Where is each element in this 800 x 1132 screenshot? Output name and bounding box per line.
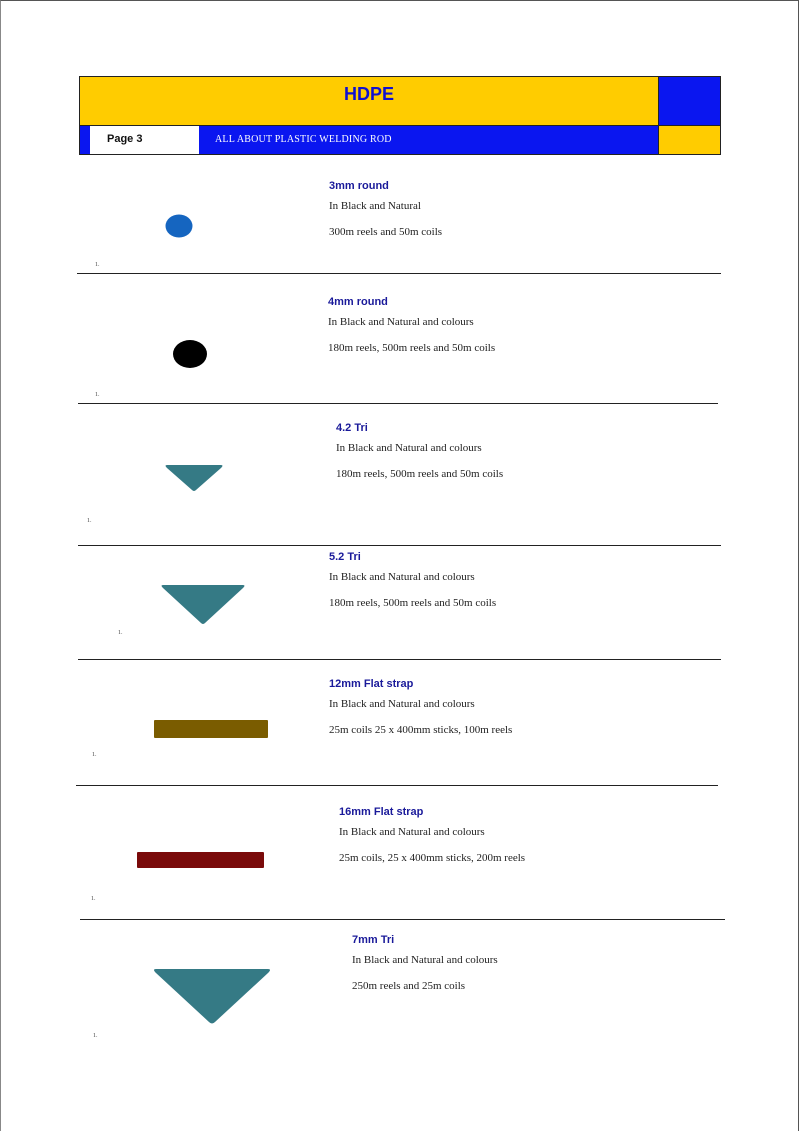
list-marker: 1.	[95, 392, 100, 398]
item-availability: In Black and Natural and colours	[339, 826, 485, 838]
list-marker: 1.	[95, 262, 100, 268]
rod-profile-7mm-tri-icon	[150, 967, 274, 1027]
separator-line	[80, 919, 725, 920]
header-subtitle-bar	[79, 125, 659, 155]
rod-profile-12mm-flat-strap-icon	[154, 720, 268, 738]
rod-profile-4-2-tri-icon	[163, 463, 225, 495]
list-marker: 1.	[92, 752, 97, 758]
item-title: 4mm round	[328, 296, 388, 308]
header-title-banner	[79, 76, 659, 126]
list-marker: 1.	[87, 518, 92, 524]
list-marker: 1.	[93, 1033, 98, 1039]
item-packaging: 180m reels, 500m reels and 50m coils	[336, 468, 504, 480]
list-marker: 1.	[118, 630, 123, 636]
header-blue-square	[658, 76, 721, 126]
document-subtitle: ALL ABOUT PLASTIC WELDING ROD	[215, 134, 392, 145]
item-packaging: 300m reels and 50m coils	[329, 226, 443, 238]
item-availability: In Black and Natural and colours	[328, 316, 474, 328]
document-title: HDPE	[343, 84, 394, 104]
item-packaging: 25m coils, 25 x 400mm sticks, 200m reels	[339, 852, 526, 864]
separator-line	[78, 659, 721, 660]
item-packaging: 25m coils 25 x 400mm sticks, 100m reels	[329, 724, 513, 736]
rod-profile-4mm-round-icon	[170, 338, 210, 370]
item-title: 7mm Tri	[352, 934, 395, 946]
rod-profile-16mm-flat-strap-icon	[137, 852, 264, 868]
item-availability: In Black and Natural and colours	[329, 571, 475, 583]
item-availability: In Black and Natural and colours	[352, 954, 498, 966]
item-availability: In Black and Natural and colours	[329, 698, 475, 710]
separator-line	[77, 273, 721, 274]
item-availability: In Black and Natural and colours	[336, 442, 482, 454]
item-availability: In Black and Natural	[329, 200, 421, 212]
page-label-box	[90, 126, 199, 154]
rod-profile-5-2-tri-icon	[158, 583, 248, 628]
page-number: Page 3	[107, 133, 143, 145]
separator-line	[78, 403, 718, 404]
item-title: 4.2 Tri	[336, 422, 368, 434]
item-title: 12mm Flat strap	[329, 678, 414, 690]
item-title: 5.2 Tri	[329, 551, 361, 563]
item-packaging: 180m reels, 500m reels and 50m coils	[328, 342, 496, 354]
separator-line	[78, 545, 721, 546]
list-marker: 1.	[91, 896, 96, 902]
item-title: 3mm round	[329, 180, 389, 192]
header-yellow-square	[658, 125, 721, 155]
item-title: 16mm Flat strap	[339, 806, 424, 818]
rod-profile-3mm-round-icon	[163, 212, 195, 240]
item-packaging: 250m reels and 25m coils	[352, 980, 466, 992]
item-packaging: 180m reels, 500m reels and 50m coils	[329, 597, 497, 609]
separator-line	[76, 785, 718, 786]
